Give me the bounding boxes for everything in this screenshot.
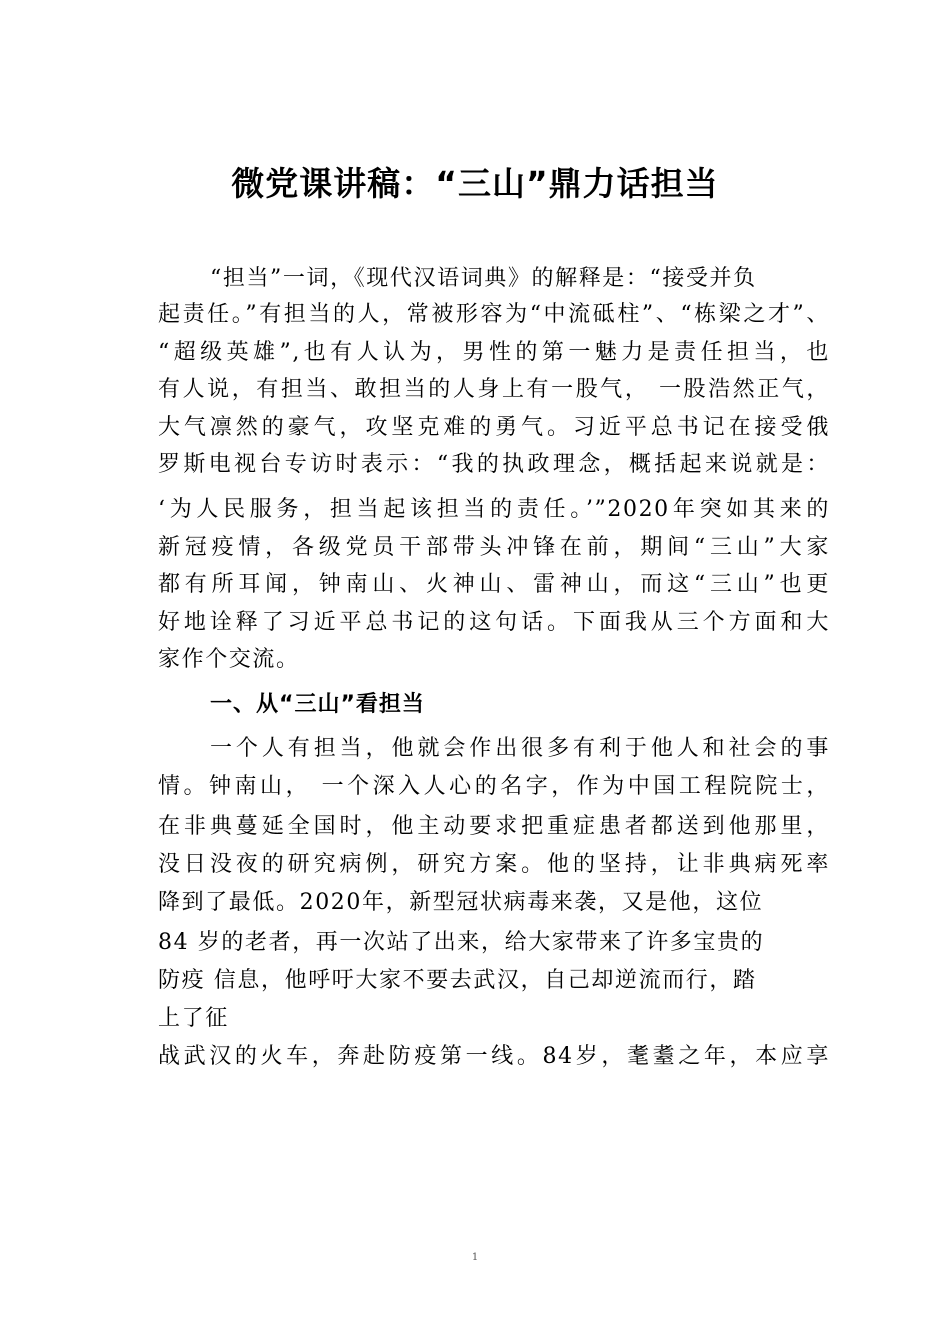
paragraph-2-line-8: 上了征 (158, 1006, 229, 1031)
paragraph-2-line-6: 84 岁的老者，再一次站了出来，给大家带来了许多宝贵的 (158, 930, 765, 955)
paragraph-1-line-7: ‘为人民服务，担当起该担当的责任。’”2020年突如其来的 (158, 497, 830, 522)
paragraph-1-line-10: 好地诠释了习近平总书记的这句话。下面我从三个方面和大 (158, 610, 830, 635)
paragraph-1-line-9: 都有所耳闻，钟南山、火神山、雷神山，而这“三山”也更 (158, 572, 830, 597)
document-title: 微党课讲稿：“三山”鼎力话担当 (231, 164, 719, 203)
paragraph-2-line-7: 防疫 信息，他呼吁大家不要去武汉，自己却逆流而行，踏 (158, 968, 757, 993)
section-heading-1: 一、从“三山”看担当 (210, 692, 425, 717)
paragraph-1-line-6: 罗斯电视台专访时表示：“我的执政理念，概括起来说就是： (158, 452, 830, 477)
paragraph-1-line-5: 大气凛然的豪气，攻坚克难的勇气。习近平总书记在接受俄 (158, 415, 830, 440)
paragraph-2-line-4: 没日没夜的研究病例，研究方案。他的坚持，让非典病死率 (158, 852, 830, 877)
paragraph-2-line-3: 在非典蔓延全国时，他主动要求把重症患者都送到他那里， (158, 814, 830, 839)
paragraph-2-line-2: 情。钟南山， 一个深入人心的名字，作为中国工程院院士， (158, 774, 830, 799)
paragraph-1-line-1: “担当”一词，《现代汉语词典》的解释是：“接受并负 (210, 266, 757, 291)
page-number: 1 (471, 1252, 479, 1263)
paragraph-1-line-4: 有人说，有担当、敢担当的人身上有一股气， 一股浩然正气， (158, 377, 830, 402)
paragraph-2-line-1: 一个人有担当，他就会作出很多有利于他人和社会的事 (210, 736, 830, 761)
paragraph-1-line-11: 家作个交流。 (158, 647, 300, 672)
paragraph-2-line-9: 战武汉的火车，奔赴防疫第一线。84岁，耄耋之年，本应享 (158, 1044, 830, 1069)
paragraph-2-line-5: 降到了最低。2020年，新型冠状病毒来袭，又是他，这位 (158, 890, 764, 915)
paragraph-1-line-8: 新冠疫情，各级党员干部带头冲锋在前，期间“三山”大家 (158, 535, 830, 560)
paragraph-1-line-3: “超级英雄”,也有人认为，男性的第一魅力是责任担当，也 (158, 340, 830, 365)
paragraph-1-line-2: 起责任。”有担当的人，常被形容为“中流砥柱”、“栋梁之才”、 (158, 302, 830, 327)
